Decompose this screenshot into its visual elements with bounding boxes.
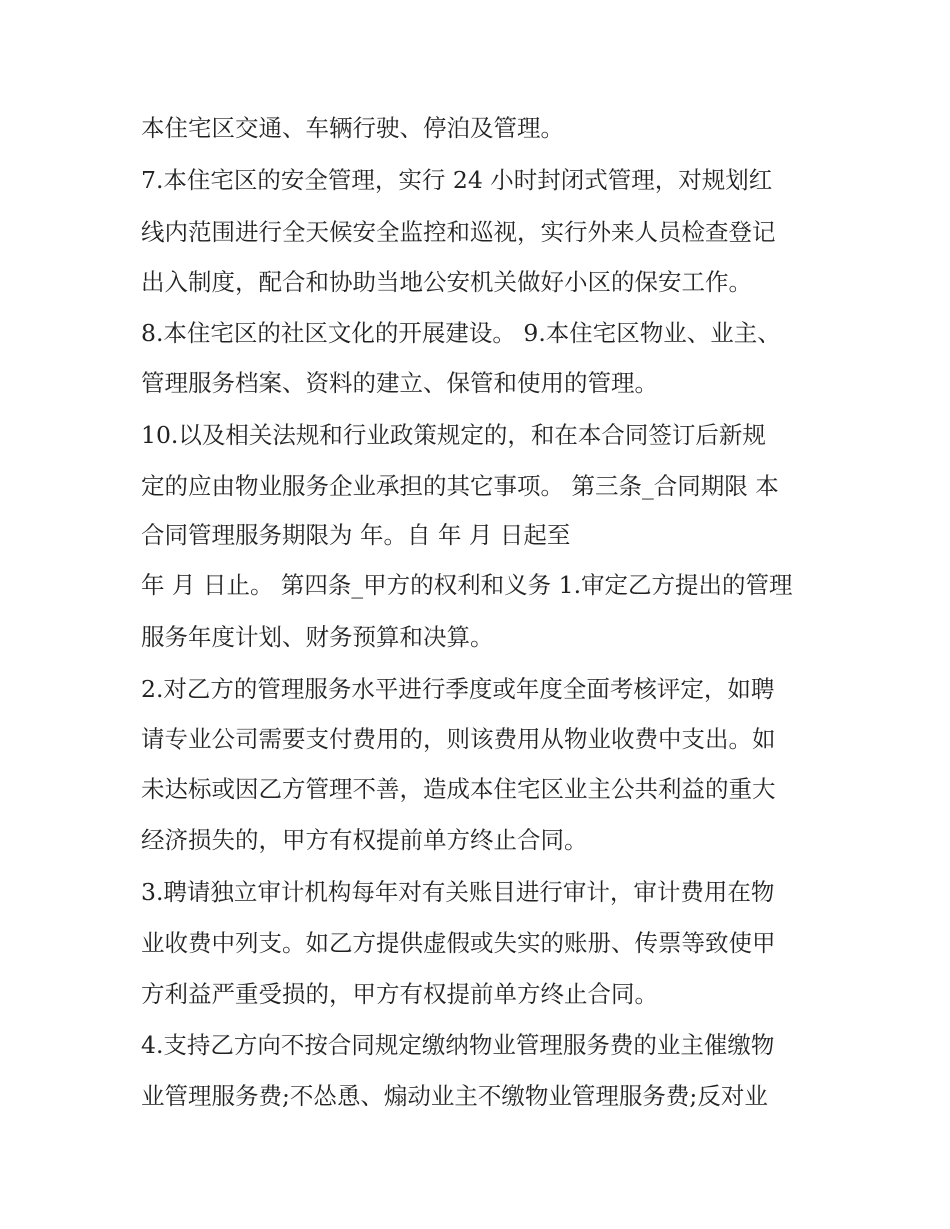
text-line: 定的应由物业服务企业承担的其它事项。 第三条_合同期限 本 (141, 472, 779, 500)
text-line: 7.本住宅区的安全管理，实行 24 小时封闭式管理，对规划红 (141, 166, 773, 194)
text-line: 2.对乙方的管理服务水平进行季度或年度全面考核评定，如聘 (141, 675, 775, 703)
text-line: 业管理服务费;不怂恿、煽动业主不缴物业管理服务费;反对业 (141, 1082, 768, 1110)
text-line: 4.支持乙方向不按合同规定缴纳物业管理服务费的业主催缴物 (141, 1031, 775, 1059)
text-line: 经济损失的，甲方有权提前单方终止合同。 (141, 826, 588, 854)
text-line: 年 月 日止。 第四条_甲方的权利和义务 1.审定乙方提出的管理 (141, 571, 793, 599)
text-line: 3.聘请独立审计机构每年对有关账目进行审计，审计费用在物 (141, 878, 775, 906)
text-line: 业收费中列支。如乙方提供虚假或失实的账册、传票等致使甲 (141, 929, 776, 957)
text-line: 请专业公司需要支付费用的，则该费用从物业收费中支出。如 (141, 725, 776, 753)
text-line: 方利益严重受损的，甲方有权提前单方终止合同。 (141, 980, 658, 1008)
text-line: 线内范围进行全天候安全监控和巡视，实行外来人员检查登记 (141, 218, 776, 246)
text-line: 服务年度计划、财务预算和决算。 (141, 623, 494, 651)
text-line: 8.本住宅区的社区文化的开展建设。 9.本住宅区物业、业主、 (141, 319, 781, 347)
text-line: 本住宅区交通、车辆行驶、停泊及管理。 (141, 114, 564, 142)
text-line: 未达标或因乙方管理不善，造成本住宅区业主公共利益的重大 (141, 775, 776, 803)
text-line: 管理服务档案、资料的建立、保管和使用的管理。 (141, 369, 658, 397)
text-line: 10.以及相关法规和行业政策规定的，和在本合同签订后新规 (141, 421, 766, 449)
text-line: 出入制度，配合和协助当地公安机关做好小区的保安工作。 (141, 268, 752, 296)
text-line: 合同管理服务期限为 年。自 年 月 日起至 (141, 521, 571, 549)
